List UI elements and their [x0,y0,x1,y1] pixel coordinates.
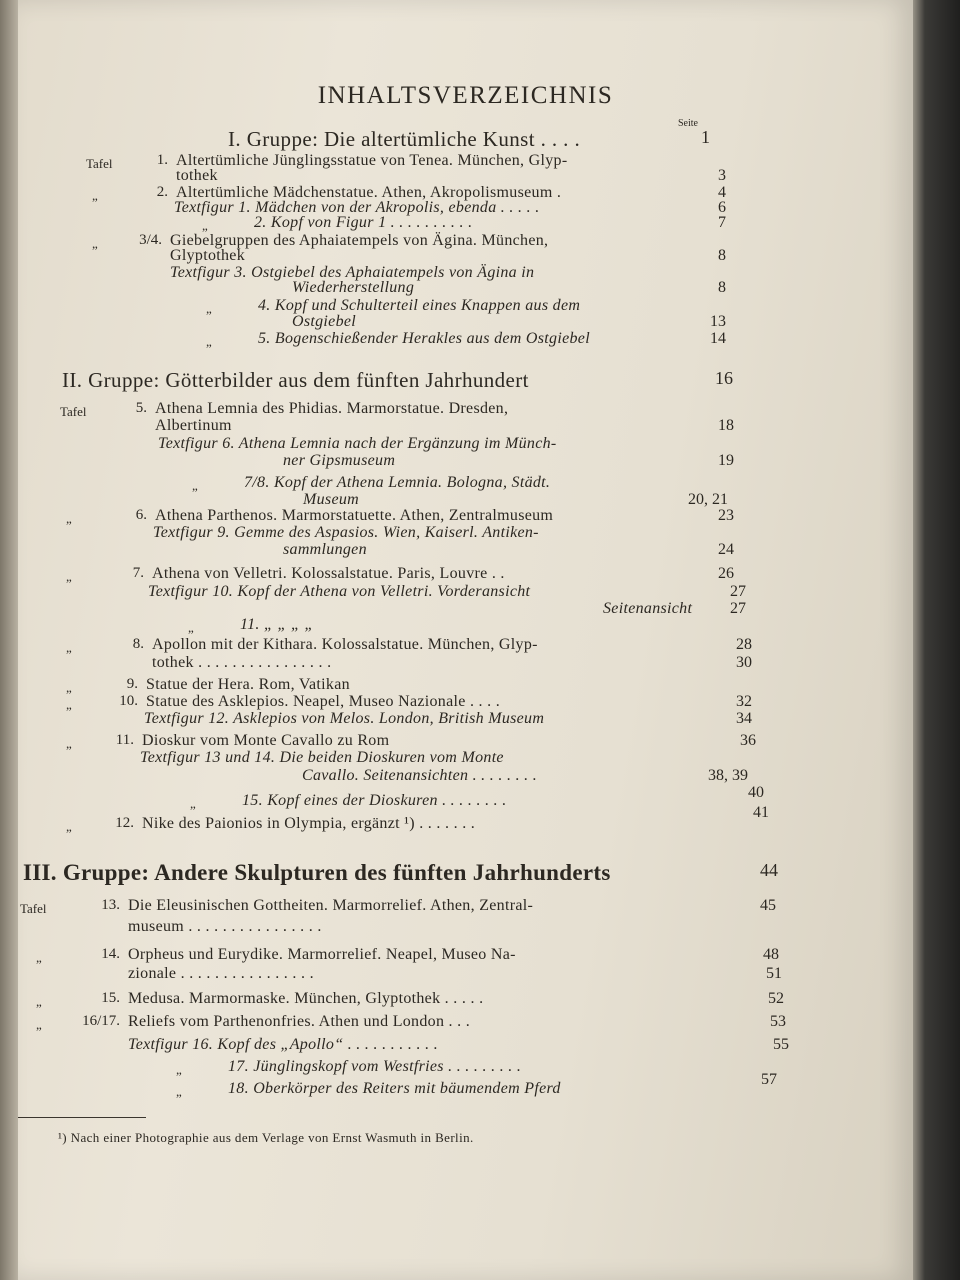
entry-text: Athena von Velletri. Kolossalstatue. Paris, Louvre . . [152,565,505,582]
page-number: 23 [718,507,734,524]
page-number: 40 [748,784,764,801]
page-column-label: Seite [678,118,698,129]
entry-text: Textfigur 12. Asklepios von Melos. London, British Museum [144,710,545,727]
entry-text: Athena Parthenos. Marmorstatuette. Athen, Zentralmuseum [155,507,554,524]
page-number: 57 [761,1071,777,1088]
page-number: 7 [718,214,726,231]
group-heading [18,368,913,392]
entry-text: Nike des Paionios in Olympia, ergänzt ¹) . . . . . . . [142,815,476,832]
page-number: 52 [768,990,784,1007]
plate-number: 8. [132,636,144,652]
plate-number: 9. [126,676,138,692]
footnote-divider [18,1117,146,1118]
entry-text: Textfigur 9. Gemme des Aspasios. Wien, Kaiserl. Antiken- [153,524,539,541]
toc-entry [18,990,913,1010]
entry-text: Medusa. Marmormaske. München, Glyptothek . . . . . [128,990,484,1007]
group-title: II. Gruppe: Götterbilder aus dem fünften Jahrhundert [62,368,529,392]
page-number: 24 [718,541,734,558]
entry-prefix: „ [192,478,198,493]
plate-number: 1. [156,152,168,168]
entry-text: Textfigur 6. Athena Lemnia nach der Ergänzung im Münch- [158,435,557,452]
page-number: 13 [710,313,726,330]
toc-entry [18,946,913,966]
entry-prefix: „ [36,950,42,965]
plate-number: 10. [119,693,138,709]
entry-text: Statue der Hera. Rom, Vatikan [146,676,350,693]
plate-number: 3/4. [139,232,162,248]
page-number: 51 [766,965,782,982]
entry-text: 18. Oberkörper des Reiters mit bäumendem Pferd [228,1080,561,1097]
toc-entry [18,965,913,985]
entry-text: Textfigur 13 und 14. Die beiden Dioskuren vom Monte [140,749,504,766]
page-number: 27 [730,583,746,600]
toc-entry [18,1036,913,1056]
group-title: III. Gruppe: Andere Skulpturen des fünften Jahrhunderts [23,860,611,885]
entry-text: Cavallo. Seitenansichten . . . . . . . . [302,767,538,784]
page-number: 30 [736,654,752,671]
page-number: 48 [763,946,779,963]
entry-prefix: „ [202,218,208,233]
toc-entry [18,897,913,917]
group-title: I. Gruppe: Die altertümliche Kunst . . . . [228,127,581,151]
page-number: 27 [730,600,746,617]
entry-text: Altertümliche Mädchenstatue. Athen, Akropolismuseum . [176,184,562,201]
page-number: 3 [718,167,726,184]
entry-prefix: Tafel [86,156,113,171]
entry-prefix: „ [66,819,72,834]
page-number: 36 [740,732,756,749]
page-number: 55 [773,1036,789,1053]
plate-number: 11. [115,732,134,748]
entry-prefix: „ [36,1017,42,1032]
entry-text: Textfigur 10. Kopf der Athena von Velletri. Vorderansicht [148,583,531,600]
entry-text: 17. Jünglingskopf vom Westfries . . . . . . . . . [228,1058,522,1075]
toc-entry [18,1080,913,1100]
page-title: INHALTSVERZEICHNIS [317,82,614,109]
entry-text: Seitenansicht [603,600,693,617]
toc-entry [18,279,913,299]
entry-prefix: „ [206,301,212,316]
entry-text: Statue des Asklepios. Neapel, Museo Nazionale . . . . [146,693,501,710]
toc-entry [18,616,913,636]
plate-number: 13. [101,897,120,913]
entry-text: museum . . . . . . . . . . . . . . . . [128,918,322,935]
toc-entry [18,214,913,234]
entry-text: 5. Bogenschießender Herakles aus dem Ostgiebel [258,330,590,347]
page-number: 8 [718,279,726,296]
plate-number: 2. [156,184,168,200]
page-number: 16 [715,368,733,388]
toc-entry [18,710,913,730]
page-number: 53 [770,1013,786,1030]
toc-entry [18,565,913,585]
entry-prefix: „ [190,796,196,811]
entry-text: Athena Lemnia des Phidias. Marmorstatue. Dresden, [155,400,509,417]
page-number: 18 [718,417,734,434]
toc-entry [18,330,913,350]
entry-prefix: „ [66,511,72,526]
page-number: 34 [736,710,752,727]
entry-prefix: „ [36,994,42,1009]
entry-text: Glyptothek [170,247,245,264]
page-number: 4 [718,184,726,201]
entry-text: Giebelgruppen des Aphaiatempels von Ägina. München, [170,232,549,249]
toc-entry [18,1013,913,1033]
group-heading [18,860,913,885]
page-number: 32 [736,693,752,710]
entry-prefix: „ [92,188,98,203]
entry-text: 4. Kopf und Schulterteil eines Knappen aus dem [258,297,581,314]
entry-text: Reliefs vom Parthenonfries. Athen und London . . . [128,1013,471,1030]
page-number: 14 [710,330,726,347]
plate-number: 16/17. [82,1013,120,1029]
page-number: 38, 39 [708,767,748,784]
entry-prefix: „ [66,569,72,584]
entry-text: Apollon mit der Kithara. Kolossalstatue. München, Glyp- [152,636,538,653]
entry-prefix: „ [66,680,72,695]
entry-prefix: „ [66,736,72,751]
toc-entry [18,654,913,674]
entry-text: 7/8. Kopf der Athena Lemnia. Bologna, Städt. [244,474,551,491]
entry-prefix: „ [176,1084,182,1099]
entry-prefix: „ [66,697,72,712]
background-table [906,0,960,1280]
toc-entry [18,636,913,656]
entry-prefix: „ [188,620,194,635]
footnote: ¹) Nach einer Photographie aus dem Verlage von Ernst Wasmuth in Berlin. [58,1130,474,1145]
entry-text: Textfigur 16. Kopf des „Apollo“ . . . . . . . . . . . [128,1036,439,1053]
toc-entry [18,541,913,561]
entry-text: 11. „ „ „ „ [240,616,314,633]
entry-text: Wiederherstellung [292,279,415,296]
entry-text: Textfigur 3. Ostgiebel des Aphaiatempels von Ägina in [170,264,535,281]
toc-entry [18,417,913,437]
book-page [18,0,913,1280]
entry-text: tothek . . . . . . . . . . . . . . . . [152,654,332,671]
plate-number: 6. [135,507,147,523]
page-number: 41 [753,804,769,821]
entry-text: Albertinum [155,417,232,434]
entry-text: Museum [303,491,360,508]
toc-entry [18,815,913,835]
plate-number: 12. [115,815,134,831]
entry-prefix: Tafel [20,901,47,916]
page-number: 8 [718,247,726,264]
toc-entry [18,452,913,472]
entry-text: 15. Kopf eines der Dioskuren . . . . . . . . [242,792,507,809]
plate-number: 14. [101,946,120,962]
toc-entry [18,918,913,938]
page-number: 28 [736,636,752,653]
entry-prefix: „ [176,1062,182,1077]
plate-number: 7. [132,565,144,581]
entry-text: ner Gipsmuseum [283,452,396,469]
page-number: 1 [701,127,710,147]
page-number: 45 [760,897,776,914]
entry-text: Altertümliche Jünglingsstatue von Tenea. München, Glyp- [176,152,568,169]
entry-text: zionale . . . . . . . . . . . . . . . . [128,965,314,982]
entry-prefix: „ [66,640,72,655]
entry-prefix: Tafel [60,404,87,419]
page-number: 44 [760,860,778,880]
entry-text: Textfigur 1. Mädchen von der Akropolis, ebenda . . . . . [174,199,540,216]
plate-number: 15. [101,990,120,1006]
entry-prefix: „ [92,236,98,251]
page-number: 26 [718,565,734,582]
entry-text: 2. Kopf von Figur 1 . . . . . . . . . . [254,214,473,231]
entry-text: Dioskur vom Monte Cavallo zu Rom [142,732,390,749]
page-number: 19 [718,452,734,469]
page-number: 6 [718,199,726,216]
toc-entry [18,749,913,769]
entry-text: tothek [176,167,218,184]
plate-number: 5. [135,400,147,416]
entry-text: Ostgiebel [292,313,357,330]
page-number: 20, 21 [688,491,728,508]
entry-text: sammlungen [283,541,367,558]
entry-prefix: „ [206,334,212,349]
entry-text: Orpheus und Eurydike. Marmorrelief. Neapel, Museo Na- [128,946,516,963]
group-heading [18,127,913,151]
entry-text: Die Eleusinischen Gottheiten. Marmorrelief. Athen, Zentral- [128,897,534,914]
